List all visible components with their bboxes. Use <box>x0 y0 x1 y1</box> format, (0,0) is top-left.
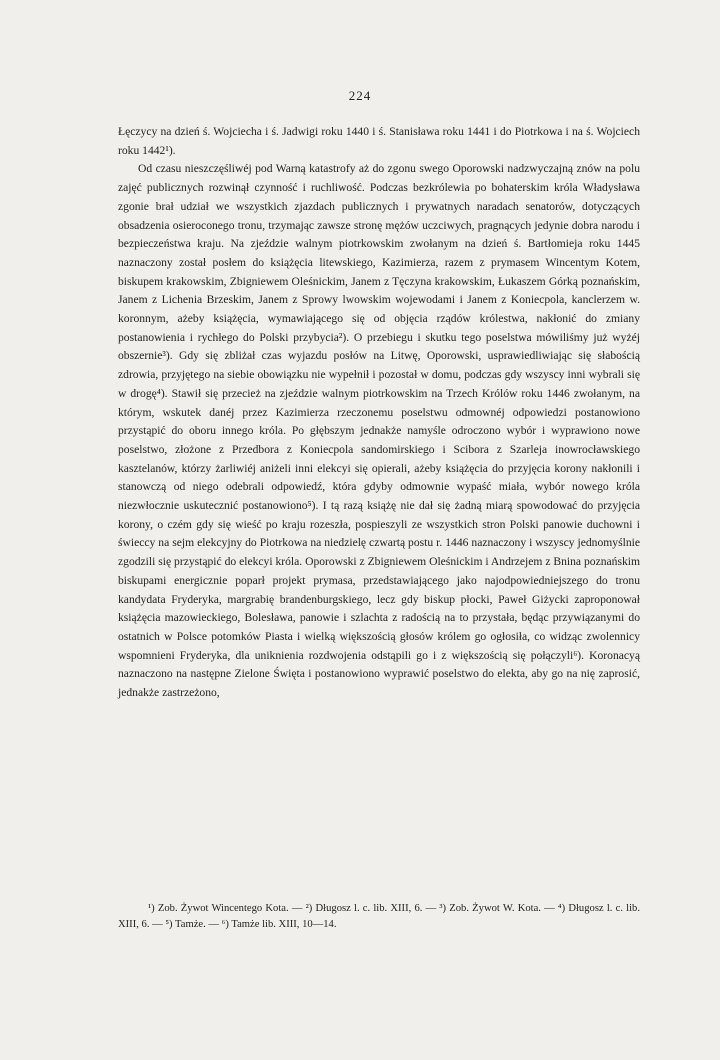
page-number: 224 <box>348 88 372 103</box>
footnote-text: ¹) Zob. Żywot Wincentego Kota. — ²) Długosz l. c. lib. XIII, 6. — ³) Zob. Żywot W. Kota. — ⁴) Długosz l. c. lib. XIII, 6. — ⁵) Tamże. — ⁶) Tamże lib. XIII, 10—14. <box>118 903 640 930</box>
paragraph-continuation: Łęczycy na dzień ś. Wojciecha i ś. Jadwigi roku 1440 i ś. Stanisława roku 1441 i do Piotrkowa i na ś. Wojciech roku 1442¹). <box>118 125 640 157</box>
body-text <box>118 123 640 703</box>
paragraph-main: Od czasu nieszczęśliwéj pod Warną katastrofy aż do zgonu swego Oporowski nadzwyczajną znów na polu zajęć publicznych rozwinął czynność i ruchliwość. Podczas bezkrólewia po bohaterskim króla Władysława zgonie brał udział we wszystkich zjazdach publicznych i prywatnych naradach senatorów, dotyczących obsadzenia osieroconego tronu, trzymając zawsze stronę mężów uczciwych, pragnących jedynie dobra narodu i bezpieczeństwa kraju. Na zjeździe walnym piotrkowskim zwołanym na dzień ś. Bartłomieja roku 1445 naznaczony został posłem do książęcia litewskiego, Kazimierza, razem z prymasem Wincentym Kotem, biskupem krakowskim, Zbigniewem Oleśnickim, Janem z Tęczyna krakowskim, Łukaszem Górką poznańskim, Janem z Lichenia Brzeskim, Janem z Sprowy lwowskim wojewodami i Janem z Koniecpola, kanclerzem w. koronnym, ażeby książęcia, wymawiającego się od objęcia rządów królestwa, nakłonić do zmiany postanowienia i rychłego do Polski przybycia²). O przebiegu i skutku tego poselstwa mówiliśmy już wyżéj obszernie³). Gdy się zbliżał czas wyjazdu posłów na Litwę, Oporowski, usprawiedliwiając się słabością zdrowia, przyjętego na siebie obowiązku nie wypełnił i pozostał w domu, podczas gdy wszyscy inni wybrali się w drogę⁴). Stawił się przecież na zjeździe walnym piotrkowskim na Trzech Królów roku 1446 zwołanym, na którym, wskutek danéj przez Kazimierza rzeczonemu poselstwu odmownéj odpowiedzi postanowiono przystąpić do oboru innego króla. Po głębszym jednakże namyśle odroczono wybór i wyprawiono nowe poselstwo, złożone z Przedbora z Koniecpola sandomirskiego i Scibora z Szarleja inowrocławskiego kasztelanów, którzy żarliwiéj aniżeli inni elekcyi się opierali, ażeby książęcia do przyjęcia korony nakłonili i stanowczą od niego odebrali odpowiedź, która gdyby odmownie wypaść miała, wybór nowego króla niezwłocznie uskutecznić postanowiono⁵). I tą razą książę nie dał się żadną miarą spowodować do przyjęcia korony, o czém gdy się wieść po kraju rozeszła, pospieszyli ze wszystkich stron Polski panowie duchowni i świeccy na sejm elekcyjny do Piotrkowa na niedzielę czwartą postu r. 1446 naznaczony i wszyscy jednomyślnie zgodzili się przystąpić do elekcyi króla. Oporowski z Zbigniewem Oleśnickim i Andrzejem z Bnina poznańskim biskupami energicznie poparł projekt prymasa, przedstawiającego jako najodpowiedniejszego do tronu kandydata Fryderyka, margrabię brandenburgskiego, lecz gdy biskup płocki, Paweł Giżycki zaproponował książęcia mazowieckiego, Bolesława, panowie i szlachta z radością na to przystała, będąc przywiązanymi do ostatnich w Polsce potomków Piasta i wielką większością głosów królem go ogłosiła, co widząc zwolennicy wspomnieni Fryderyka, dla uniknienia rozdwojenia odstąpili go i z większością się połączyli⁶). Koronacyą naznaczono na następne Zielone Święta i postanowiono wyprawić poselstwo do elekta, aby go na nię zaprosić, jednakże zastrzeżono, <box>118 162 640 700</box>
footnotes <box>118 901 640 932</box>
